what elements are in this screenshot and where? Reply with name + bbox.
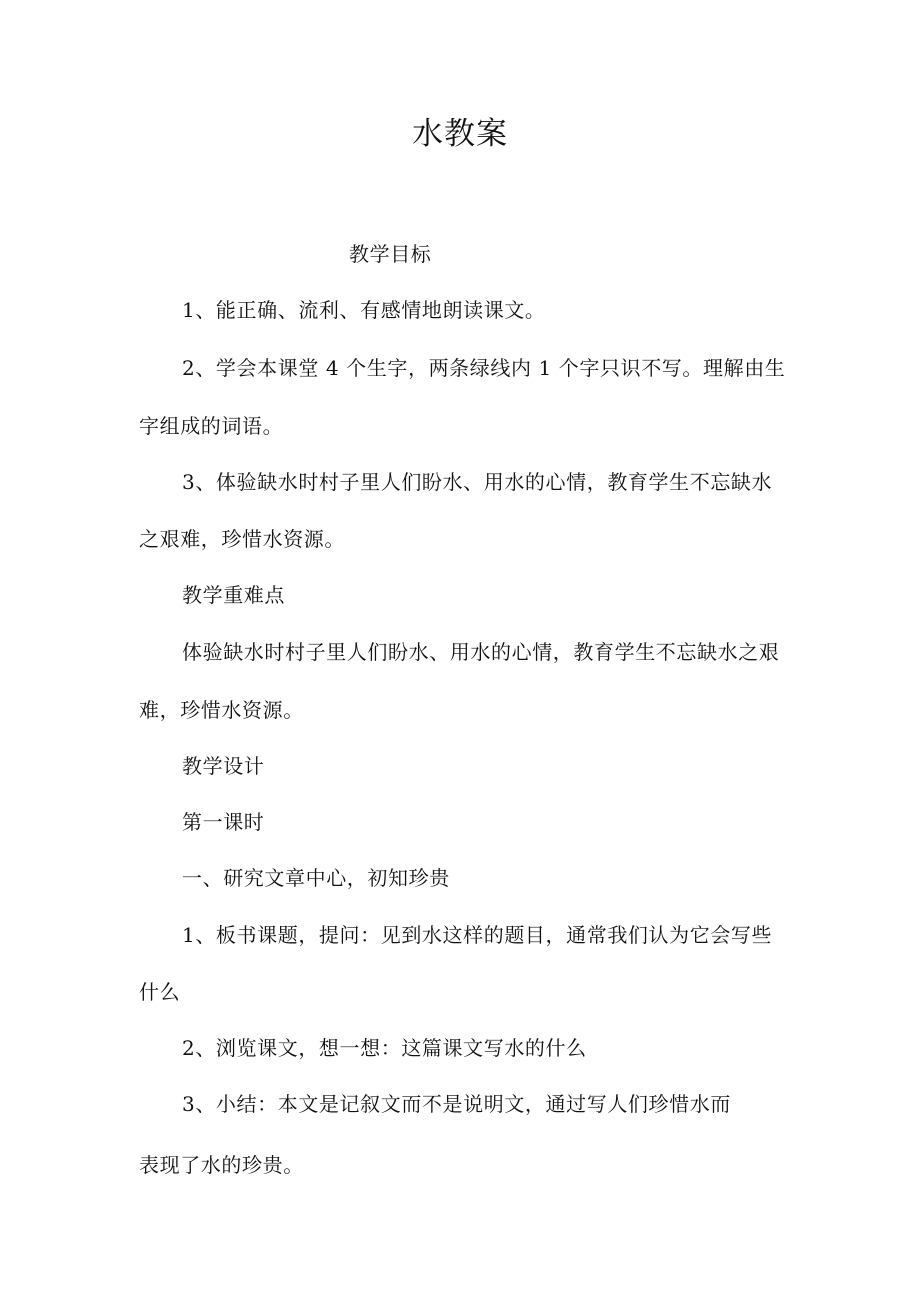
objective-2-line-1: 2、学会本课堂 4 个生字，两条绿线内 1 个字只识不写。理解由生 [182, 356, 786, 380]
key-points-line-2: 难，珍惜水资源。 [139, 698, 304, 722]
step-2: 2、浏览课文，想一想：这篇课文写水的什么 [182, 1036, 587, 1060]
heading-teaching-objectives: 教学目标 [349, 242, 432, 266]
objective-3-line-1: 3、体验缺水时村子里人们盼水、用水的心情，教育学生不忘缺水 [182, 470, 773, 494]
document-title: 水教案 [412, 116, 508, 152]
heading-key-points: 教学重难点 [182, 583, 285, 607]
section-1-heading: 一、研究文章中心，初知珍贵 [182, 866, 450, 890]
key-points-line-1: 体验缺水时村子里人们盼水、用水的心情，教育学生不忘缺水之艰 [182, 640, 780, 664]
step-1-line-1: 1、板书课题，提问：见到水这样的题目，通常我们认为它会写些 [182, 923, 773, 947]
step-1-line-2: 什么 [139, 980, 181, 1004]
lesson-1-heading: 第一课时 [182, 810, 265, 834]
step-3-line-1: 3、小结：本文是记叙文而不是说明文，通过写人们珍惜水而 [182, 1092, 731, 1116]
objective-1: 1、能正确、流利、有感情地朗读课文。 [182, 298, 546, 322]
step-3-line-2: 表现了水的珍贵。 [139, 1153, 304, 1177]
heading-teaching-design: 教学设计 [182, 754, 265, 778]
objective-2-line-2: 字组成的词语。 [139, 414, 284, 438]
objective-3-line-2: 之艰难，珍惜水资源。 [139, 527, 345, 551]
